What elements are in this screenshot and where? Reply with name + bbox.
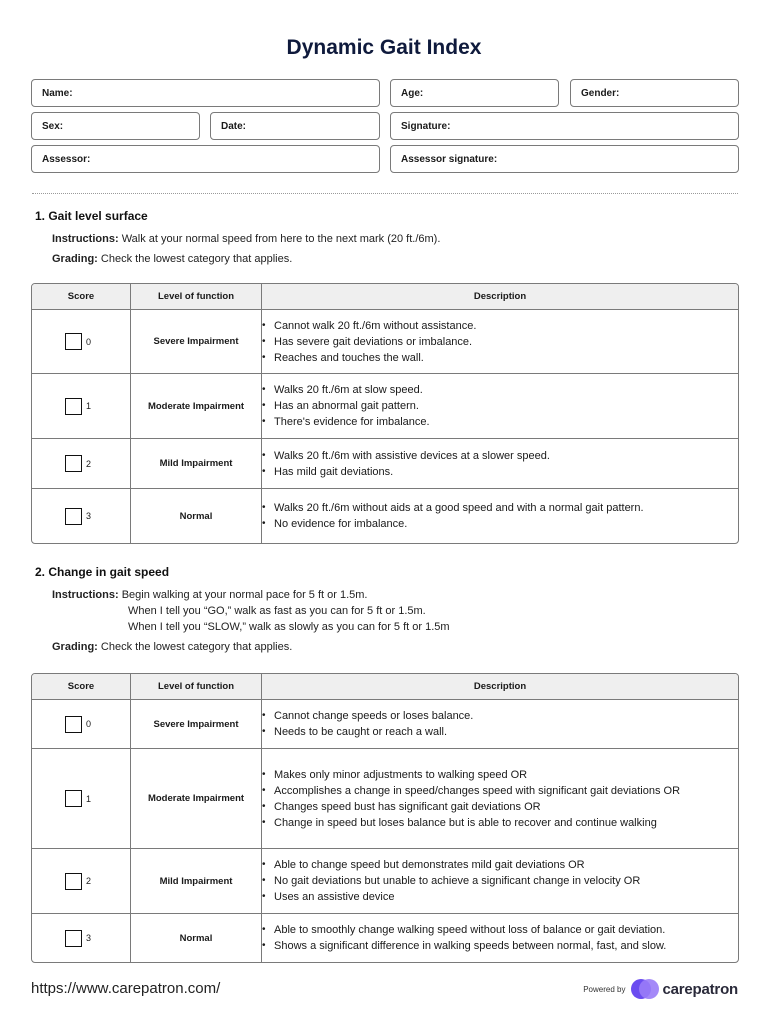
description-cell: [262, 700, 738, 749]
section1-heading: 1. Gait level surface: [35, 209, 148, 223]
sex-field[interactable]: Sex:: [31, 112, 200, 140]
description-item: • Reaches and touches the wall.: [262, 350, 738, 366]
grading-text: Check the lowest category that applies.: [100, 253, 293, 265]
section1-rows: [32, 310, 738, 543]
age-field[interactable]: Age:: [390, 79, 559, 107]
score-checkbox[interactable]: [65, 716, 82, 733]
description-list: [262, 767, 738, 831]
description-cell: [262, 310, 738, 374]
carepatron-logo-icon: [630, 978, 660, 1000]
description-item: • Walks 20 ft./6m with assistive devices at a slower speed.: [262, 448, 738, 464]
section1-table: [31, 283, 739, 544]
section1-instructions: [52, 231, 440, 247]
score-checkbox[interactable]: [65, 333, 82, 350]
score-option: [32, 455, 130, 472]
table-row: [32, 914, 738, 962]
description-list: [262, 922, 738, 954]
description-item: • Changes speed bust has significant gait deviations OR: [262, 799, 738, 815]
table-row: [32, 700, 738, 749]
score-checkbox[interactable]: [65, 930, 82, 947]
score-option: [32, 508, 130, 525]
description-header: Description: [262, 674, 738, 700]
score-option: [32, 333, 130, 350]
grading-text: Check the lowest category that applies.: [100, 641, 293, 653]
score-option: [32, 873, 130, 890]
description-item: • Uses an assistive device: [262, 889, 738, 905]
instructions-text: Begin walking at your normal pace for 5 ft or 1.5m.: [121, 589, 368, 601]
score-cell: [32, 749, 131, 849]
score-value: 0: [86, 719, 92, 729]
score-cell: [32, 914, 131, 962]
level-of-function: Mild Impairment: [131, 439, 262, 489]
score-cell: [32, 374, 131, 439]
signature-field[interactable]: Signature:: [390, 112, 739, 140]
score-option: [32, 930, 130, 947]
score-cell: [32, 439, 131, 489]
table-header-row: [32, 284, 738, 310]
page-title: Dynamic Gait Index: [286, 36, 482, 59]
score-option: [32, 398, 130, 415]
description-item: • Makes only minor adjustments to walking speed OR: [262, 767, 738, 783]
score-checkbox[interactable]: [65, 508, 82, 525]
section2-rows: [32, 700, 738, 962]
description-item: • Walks 20 ft./6m at slow speed.: [262, 382, 738, 398]
powered-by-text: Powered by: [583, 984, 626, 994]
instructions-line-slow: When I tell you “SLOW,” walk as slowly as you can for 5 ft or 1.5m: [128, 621, 450, 633]
score-checkbox[interactable]: [65, 790, 82, 807]
table-row: [32, 374, 738, 439]
score-value: 2: [86, 458, 92, 469]
description-header: Description: [262, 284, 738, 310]
grading-label: Grading:: [52, 641, 98, 653]
score-value: 3: [86, 933, 92, 943]
level-header: Level of function: [131, 674, 262, 700]
score-header: Score: [32, 284, 131, 310]
description-cell: [262, 849, 738, 914]
table-row: [32, 439, 738, 489]
description-item: • Needs to be caught or reach a wall.: [262, 724, 738, 740]
score-checkbox[interactable]: [65, 398, 82, 415]
level-of-function: Moderate Impairment: [131, 374, 262, 439]
score-cell: [32, 700, 131, 749]
description-list: [262, 448, 738, 480]
assessor-signature-field[interactable]: Assessor signature:: [390, 145, 739, 173]
grading-label: Grading:: [52, 253, 98, 265]
section-divider: [32, 193, 738, 194]
score-option: [32, 790, 130, 807]
score-value: 0: [86, 336, 92, 347]
score-value: 3: [86, 511, 92, 521]
description-item: • Has mild gait deviations.: [262, 464, 738, 480]
description-item: • Able to change speed but demonstrates mild gait deviations OR: [262, 857, 738, 873]
score-header: Score: [32, 674, 131, 700]
gender-field[interactable]: Gender:: [570, 79, 739, 107]
score-value: 1: [86, 401, 92, 411]
section1-grading: [52, 251, 292, 267]
section2-grading: [52, 639, 292, 655]
table-row: [32, 749, 738, 849]
score-value: 2: [86, 876, 92, 886]
score-cell: [32, 849, 131, 914]
description-item: • No evidence for imbalance.: [262, 516, 738, 532]
instructions-label: Instructions:: [52, 233, 119, 245]
description-list: [262, 318, 738, 366]
score-option: [32, 716, 130, 733]
score-value: 1: [86, 793, 92, 804]
instructions-text: Walk at your normal speed from here to the next mark (20 ft./6m).: [121, 233, 441, 245]
description-item: • Cannot change speeds or loses balance.: [262, 708, 738, 724]
date-field[interactable]: Date:: [210, 112, 380, 140]
description-list: [262, 500, 738, 532]
section2-heading: 2. Change in gait speed: [35, 565, 170, 579]
description-item: • Cannot walk 20 ft./6m without assistance.: [262, 318, 738, 334]
description-item: • Has severe gait deviations or imbalance.: [262, 334, 738, 350]
footer-url-link[interactable]: https://www.carepatron.com/: [31, 980, 221, 997]
table-row: [32, 489, 738, 543]
description-item: • Change in speed but loses balance but is able to recover and continue walking: [262, 815, 738, 831]
section2-table: [31, 673, 739, 963]
description-cell: [262, 914, 738, 962]
section2-instructions: [52, 587, 450, 635]
score-checkbox[interactable]: [65, 873, 82, 890]
instructions-label: Instructions:: [52, 589, 119, 601]
description-item: • Walks 20 ft./6m without aids at a good speed and with a normal gait pattern.: [262, 500, 738, 516]
level-of-function: Normal: [131, 914, 262, 962]
table-header-row: [32, 674, 738, 700]
description-item: • Able to smoothly change walking speed without loss of balance or gait deviation.: [262, 922, 738, 938]
level-header: Level of function: [131, 284, 262, 310]
table-row: [32, 310, 738, 374]
description-cell: [262, 749, 738, 849]
table-row: [32, 849, 738, 914]
level-of-function: Normal: [131, 489, 262, 543]
description-cell: [262, 489, 738, 543]
description-cell: [262, 439, 738, 489]
description-item: • Shows a significant difference in walking speeds between normal, fast, and slow.: [262, 938, 738, 954]
assessor-field[interactable]: Assessor:: [31, 145, 380, 173]
score-cell: [32, 310, 131, 374]
name-field[interactable]: Name:: [31, 79, 380, 107]
brand-name: carepatron: [662, 980, 738, 998]
description-cell: [262, 374, 738, 439]
level-of-function: Severe Impairment: [131, 700, 262, 749]
score-checkbox[interactable]: [65, 455, 82, 472]
description-item: • No gait deviations but unable to achieve a significant change in velocity OR: [262, 873, 738, 889]
level-of-function: Moderate Impairment: [131, 749, 262, 849]
description-list: [262, 708, 738, 740]
instructions-line-go: When I tell you “GO,” walk as fast as you can for 5 ft or 1.5m.: [128, 605, 426, 617]
score-cell: [32, 489, 131, 543]
description-item: • Accomplishes a change in speed/changes speed with significant gait deviations OR: [262, 783, 738, 799]
level-of-function: Severe Impairment: [131, 310, 262, 374]
description-item: • Has an abnormal gait pattern.: [262, 398, 738, 414]
description-item: • There's evidence for imbalance.: [262, 414, 738, 430]
description-list: [262, 382, 738, 430]
description-list: [262, 857, 738, 905]
carepatron-brand[interactable]: [583, 978, 738, 1000]
level-of-function: Mild Impairment: [131, 849, 262, 914]
